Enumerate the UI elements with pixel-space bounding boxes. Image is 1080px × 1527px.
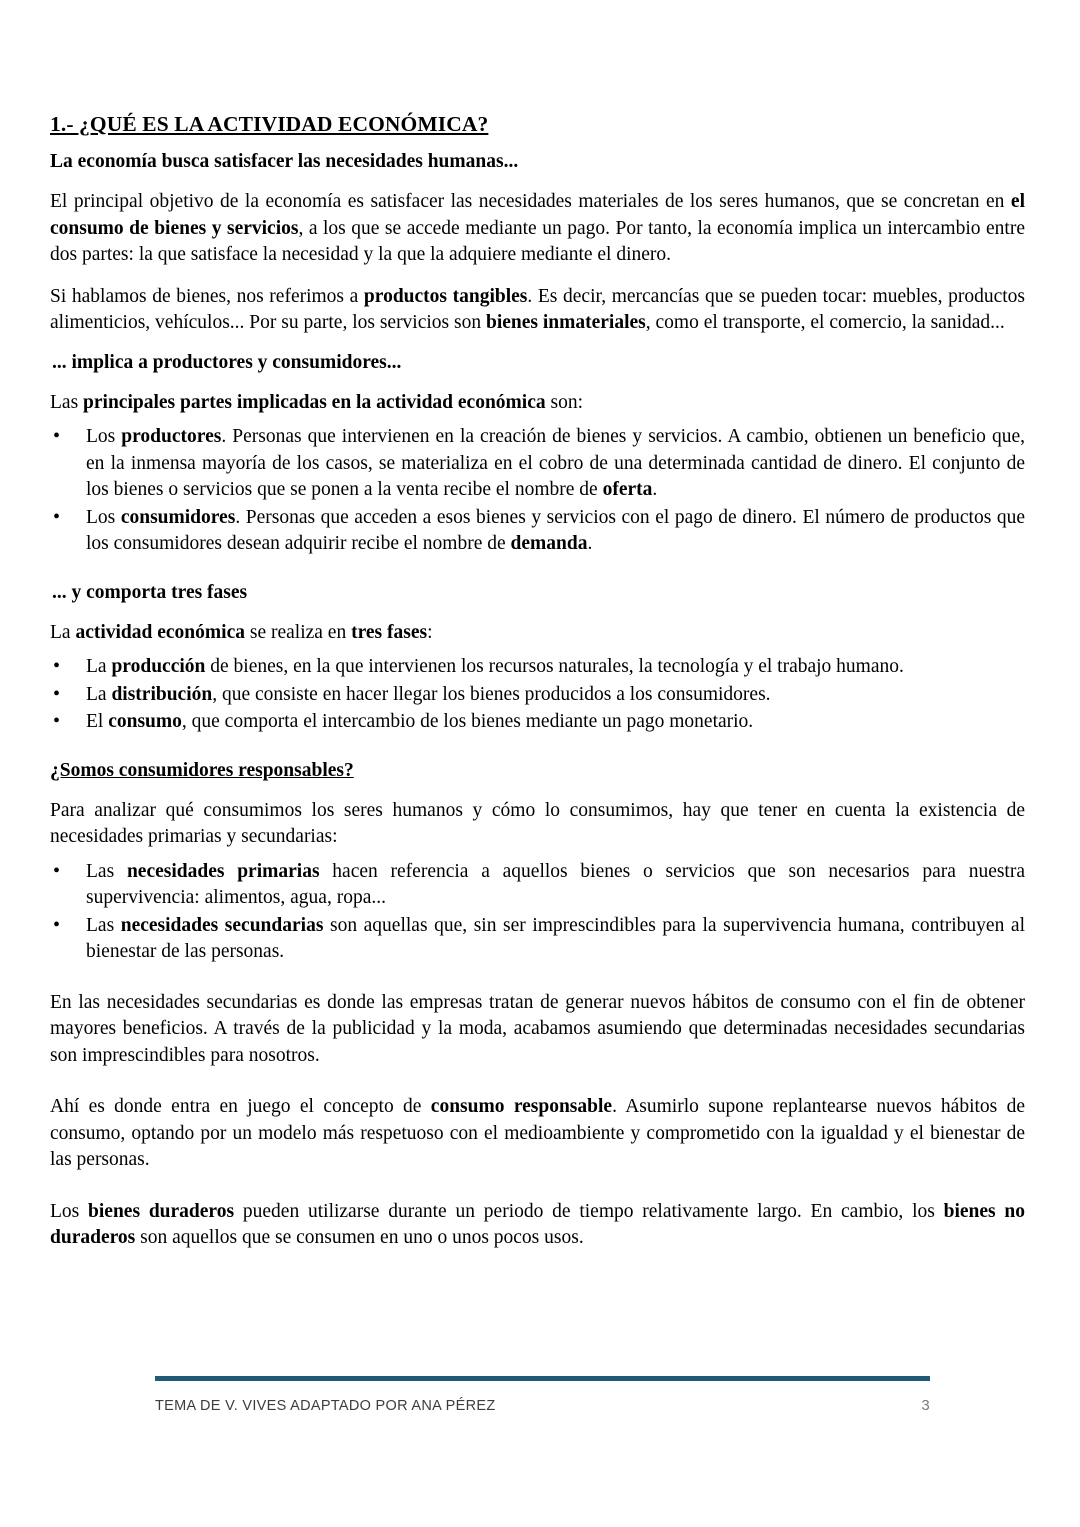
list-item bbox=[50, 859, 1025, 912]
text-fragment: se realiza en bbox=[244, 621, 352, 643]
paragraph-habitos-consumo: En las necesidades secundarias es donde las empresas tratan de generar nuevos hábitos de consumo con el fin de obtener mayores beneficios. A través de la publicidad y la moda, acabamos asumiendo que determinadas necesidades secundarias son imprescindibles para nosotros. bbox=[50, 991, 1025, 1066]
text-fragment: Los bbox=[50, 1200, 89, 1222]
spacer bbox=[50, 572, 1025, 582]
spacer bbox=[50, 980, 1025, 990]
text-fragment: El bbox=[86, 711, 109, 733]
text-bold: productos tangibles bbox=[363, 285, 528, 307]
text-fragment: son aquellos que se consumen en uno o unos pocos usos. bbox=[135, 1227, 584, 1249]
list-item bbox=[50, 682, 1025, 709]
list-partes-implicadas bbox=[50, 424, 1025, 558]
text-fragment: . Personas que intervienen en la creación de bienes y servicios. A cambio, obtienen un beneficio que, en la inmensa mayoría de los casos, se materializa en el cobro de una determinada cantidad de dinero. El conjunto de los bienes o servicios que se ponen a la venta recibe el nombre de bbox=[86, 426, 1025, 501]
page-number: 3 bbox=[921, 1397, 930, 1414]
text-bold: necesidades primarias bbox=[126, 860, 320, 882]
text-fragment: Ahí es donde entra en juego el concepto de bbox=[50, 1096, 431, 1118]
text-bold: demanda bbox=[510, 533, 588, 555]
list-item bbox=[50, 424, 1025, 504]
text-bold: consumo bbox=[108, 711, 182, 733]
text-bold: tres fases bbox=[351, 621, 428, 643]
paragraph-consumo-responsable bbox=[50, 1094, 1025, 1174]
paragraph-bienes-duraderos bbox=[50, 1199, 1025, 1252]
text-fragment: son aquellas que, sin ser imprescindibles para la supervivencia humana, contribuyen al bienestar de las personas. bbox=[86, 914, 1025, 963]
subheading-productores-consumidores: ... implica a productores y consumidores... bbox=[52, 351, 402, 373]
list-item bbox=[50, 654, 1025, 681]
text-bold: el consumo de bienes y servicios bbox=[50, 191, 1025, 239]
text-fragment: , que consiste en hacer llegar los bienes producidos a los consumidores. bbox=[212, 683, 771, 705]
text-fragment: son: bbox=[545, 391, 583, 413]
text-bold: oferta bbox=[602, 479, 653, 501]
text-fragment: Los bbox=[86, 426, 122, 448]
paragraph-partes-implicadas bbox=[50, 390, 1025, 417]
text-fragment: : bbox=[427, 621, 433, 643]
text-fragment: . Personas que acceden a esos bienes y servicios con el pago de dinero. El número de productos que los consumidores desean adquirir recibe el nombre de bbox=[86, 506, 1026, 555]
text-fragment: El principal objetivo de la economía es satisfacer las necesidades materiales de los seres humanos, que se concretan en bbox=[50, 191, 1011, 212]
text-fragment: . Es decir, mercancías que se pueden tocar: muebles, productos alimenticios, vehículos... Por su parte, los servicios son bbox=[50, 285, 1025, 334]
paragraph-bienes-servicios bbox=[50, 284, 1025, 337]
page-title: 1.- ¿QUÉ ES LA ACTIVIDAD ECONÓMICA? bbox=[50, 112, 489, 136]
text-bold: necesidades secundarias bbox=[120, 914, 324, 936]
spacer bbox=[50, 750, 1025, 760]
footer-divider bbox=[155, 1376, 930, 1381]
spacer bbox=[50, 1189, 1025, 1199]
text-bold: bienes duraderos bbox=[88, 1200, 235, 1222]
text-fragment: Los bbox=[86, 506, 121, 528]
list-item bbox=[50, 913, 1025, 966]
text-bold: distribución bbox=[111, 683, 213, 705]
paragraph-objetivo-economia bbox=[50, 189, 1025, 269]
footer-row bbox=[155, 1397, 930, 1414]
text-fragment: La bbox=[50, 621, 76, 643]
text-fragment: , que comporta el intercambio de los bienes mediante un pago monetario. bbox=[181, 711, 754, 733]
list-tres-fases bbox=[50, 654, 1025, 736]
text-bold: bienes no duraderos bbox=[50, 1200, 1026, 1249]
text-fragment: hacen referencia a aquellos bienes o servicios que son necesarios para nuestra supervivencia: alimentos, agua, ropa... bbox=[86, 860, 1025, 909]
list-item bbox=[50, 505, 1025, 558]
document-body bbox=[50, 112, 1025, 1267]
text-fragment: Las bbox=[50, 391, 84, 413]
text-fragment: . Asumirlo supone replantearse nuevos hábitos de consumo, optando por un modelo más respetuoso con el medioambiente y comprometido con la igualdad y el bienestar de las personas. bbox=[50, 1096, 1025, 1171]
paragraph-necesidades-primarias-secundarias: Para analizar qué consumimos los seres humanos y cómo lo consumimos, hay que tener en cuenta la existencia de necesidades primarias y secundarias: bbox=[50, 799, 1025, 848]
text-fragment: . bbox=[587, 533, 593, 555]
text-fragment: Las bbox=[86, 860, 127, 882]
text-bold: producción bbox=[111, 656, 206, 678]
text-bold: consumo responsable bbox=[430, 1096, 613, 1118]
text-fragment: de bienes, en la que intervienen los recursos naturales, la tecnología y el trabajo humano. bbox=[205, 656, 904, 678]
text-bold: principales partes implicadas en la actividad económica bbox=[83, 391, 546, 413]
text-fragment: La bbox=[86, 683, 112, 705]
text-bold: bienes inmateriales bbox=[485, 312, 646, 334]
text-fragment: La bbox=[86, 656, 112, 678]
subheading-necesidades-humanas: La economía busca satisfacer las necesidades humanas... bbox=[50, 151, 519, 172]
text-bold: productores bbox=[121, 426, 222, 448]
heading-consumidores-responsables: ¿Somos consumidores responsables? bbox=[50, 759, 354, 781]
text-fragment: , como el transporte, el comercio, la sanidad... bbox=[645, 312, 1005, 334]
text-fragment: . bbox=[652, 479, 658, 501]
text-fragment: pueden utilizarse durante un periodo de tiempo relativamente largo. En cambio, los bbox=[234, 1200, 944, 1222]
list-necesidades bbox=[50, 859, 1025, 966]
text-fragment: , a los que se accede mediante un pago. Por tanto, la economía implica un intercambio entre dos partes: la que satisface la necesidad y la que la adquiere mediante el dinero. bbox=[50, 217, 1025, 266]
spacer bbox=[50, 1084, 1025, 1094]
subheading-tres-fases: ... y comporta tres fases bbox=[52, 581, 248, 603]
footer-credit: TEMA DE V. VIVES ADAPTADO POR ANA PÉREZ bbox=[155, 1397, 496, 1414]
paragraph-actividad-economica-fases bbox=[50, 620, 1025, 647]
text-fragment: Las bbox=[86, 914, 121, 936]
text-bold: actividad económica bbox=[75, 621, 245, 643]
page-footer bbox=[155, 1376, 930, 1414]
text-bold: consumidores bbox=[120, 506, 236, 528]
text-fragment: Si hablamos de bienes, nos referimos a bbox=[50, 285, 364, 307]
list-item bbox=[50, 709, 1025, 736]
